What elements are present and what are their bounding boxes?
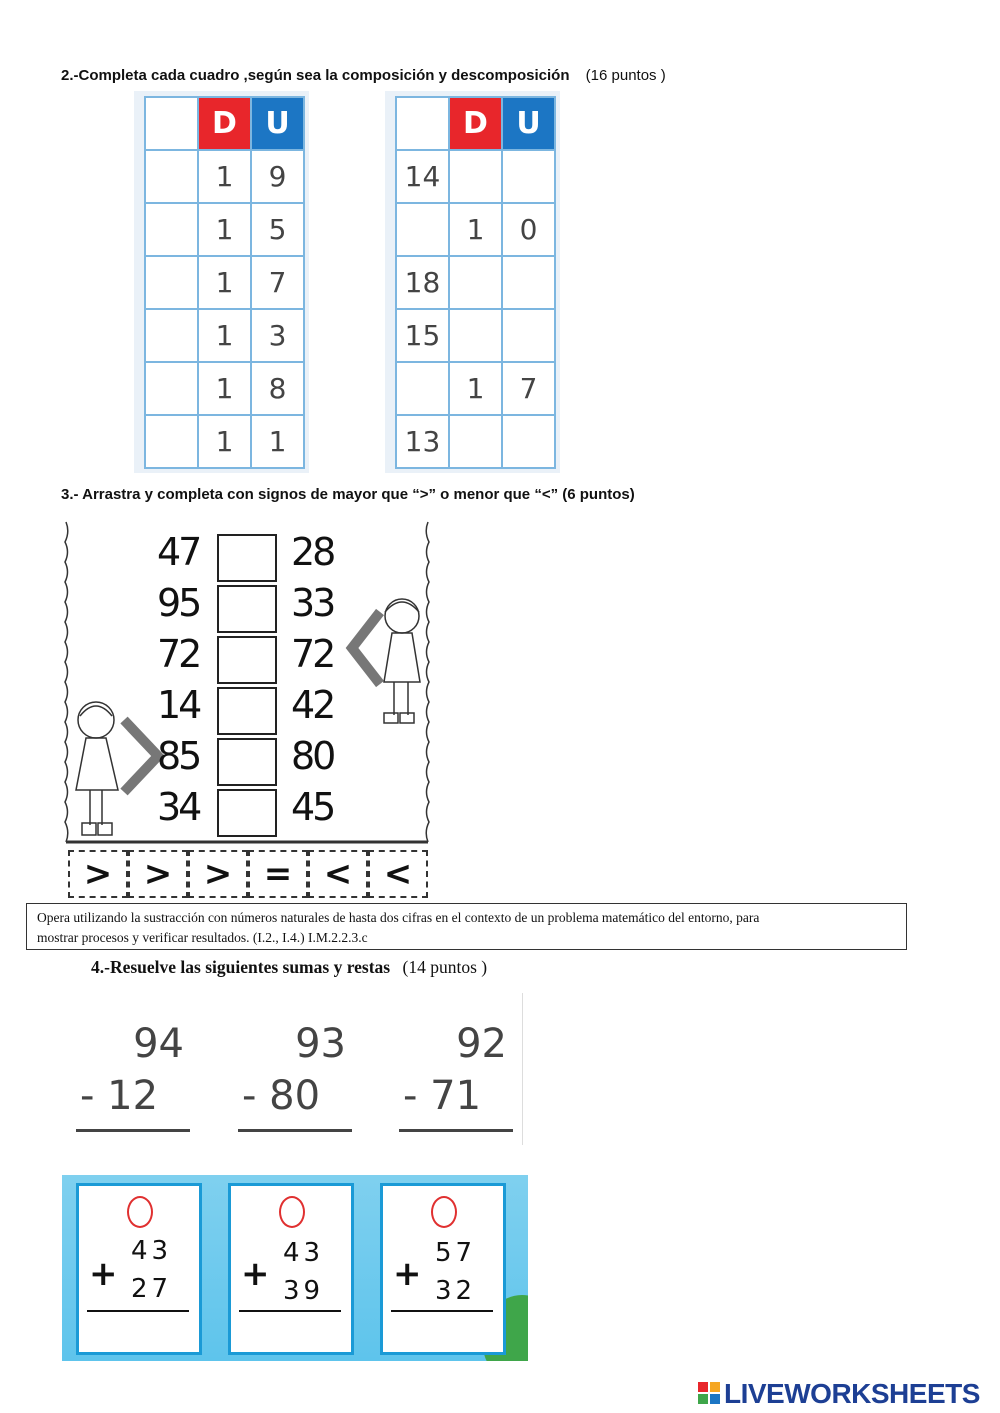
- skill-line-2: mostrar procesos y verificar resultados. (I.2., I.4.) I.M.2.2.3.c: [37, 930, 368, 945]
- comparison-panel: [62, 520, 432, 898]
- du-table-left: [144, 96, 305, 469]
- table-row: [396, 415, 555, 468]
- tens-cell: 1: [449, 362, 502, 415]
- left-number: 14: [157, 683, 200, 727]
- addend-top: 43: [131, 1236, 173, 1266]
- number-cell: 15: [396, 309, 449, 362]
- tens-cell: 1: [198, 203, 251, 256]
- drop-target-box[interactable]: [217, 636, 277, 684]
- liveworksheets-logo[interactable]: LIVEWORKSHEETS: [724, 1378, 980, 1409]
- units-cell: 9: [251, 150, 304, 203]
- table-row: [145, 415, 304, 468]
- number-answer-cell[interactable]: [145, 256, 198, 309]
- carry-circle[interactable]: [279, 1196, 305, 1228]
- plus-sign: +: [393, 1254, 422, 1294]
- addition-card: [380, 1183, 506, 1355]
- subtrahend: - 80: [242, 1073, 321, 1119]
- symbol-strip: [68, 850, 430, 896]
- subtrahend: - 12: [80, 1073, 159, 1119]
- units-cell: 1: [251, 415, 304, 468]
- right-number: 28: [291, 530, 334, 574]
- addition-card: [228, 1183, 354, 1355]
- right-number: 80: [291, 734, 334, 778]
- addend-top: 43: [283, 1238, 325, 1268]
- addition-panel: [62, 1175, 528, 1361]
- units-cell: 7: [502, 362, 555, 415]
- draggable-symbol[interactable]: <: [368, 850, 428, 898]
- table-row: [145, 309, 304, 362]
- tens-cell: 1: [449, 203, 502, 256]
- minuend: 93: [295, 1021, 346, 1067]
- right-number: 45: [291, 785, 334, 829]
- units-answer-cell[interactable]: [502, 150, 555, 203]
- du-table-right-container: [385, 91, 560, 473]
- question-2-title: 2.-Completa cada cuadro ,según sea la composición y descomposición: [61, 67, 570, 84]
- tens-cell: 1: [198, 150, 251, 203]
- right-number: 33: [291, 581, 334, 625]
- comparison-row: [157, 785, 407, 835]
- panel-divider: [522, 993, 523, 1145]
- result-line[interactable]: [238, 1129, 352, 1132]
- du-header-d: D: [449, 97, 502, 150]
- comparison-row: [157, 581, 407, 631]
- tens-cell: 1: [198, 309, 251, 362]
- table-row: [396, 256, 555, 309]
- units-cell: 3: [251, 309, 304, 362]
- number-answer-cell[interactable]: [145, 150, 198, 203]
- number-answer-cell[interactable]: [145, 415, 198, 468]
- units-cell: 5: [251, 203, 304, 256]
- comparison-row: [157, 734, 407, 784]
- result-line[interactable]: [391, 1310, 493, 1312]
- number-answer-cell[interactable]: [396, 362, 449, 415]
- table-row: [145, 362, 304, 415]
- question-2-heading: [61, 67, 666, 84]
- du-header-u: U: [251, 97, 304, 150]
- draggable-symbol[interactable]: >: [68, 850, 128, 898]
- draggable-symbol[interactable]: >: [188, 850, 248, 898]
- girl-illustration-left: [76, 702, 158, 835]
- addend-bottom: 32: [435, 1276, 477, 1306]
- liveworksheets-logo-icon: [698, 1382, 720, 1404]
- drop-target-box[interactable]: [217, 585, 277, 633]
- units-cell: 7: [251, 256, 304, 309]
- question-4-points: (14 puntos ): [402, 957, 488, 977]
- tens-cell: 1: [198, 256, 251, 309]
- du-header-d: D: [198, 97, 251, 150]
- comparison-row: [157, 530, 407, 580]
- minuend: 94: [133, 1021, 184, 1067]
- addend-bottom: 39: [283, 1276, 325, 1306]
- result-line[interactable]: [399, 1129, 513, 1132]
- units-answer-cell[interactable]: [502, 256, 555, 309]
- number-answer-cell[interactable]: [145, 203, 198, 256]
- addend-top: 57: [435, 1238, 477, 1268]
- tens-answer-cell[interactable]: [449, 415, 502, 468]
- du-header-u: U: [502, 97, 555, 150]
- comparison-row: [157, 683, 407, 733]
- skill-statement-box: [26, 903, 907, 950]
- number-cell: 14: [396, 150, 449, 203]
- left-number: 72: [157, 632, 200, 676]
- drop-target-box[interactable]: [217, 789, 277, 837]
- draggable-symbol[interactable]: >: [128, 850, 188, 898]
- addend-bottom: 27: [131, 1274, 173, 1304]
- question-4-title: 4.-Resuelve las siguientes sumas y restas: [91, 957, 391, 977]
- addition-card: [76, 1183, 202, 1355]
- left-number: 47: [157, 530, 200, 574]
- table-row: [145, 150, 304, 203]
- question-3-title: 3.- Arrastra y completa con signos de mayor que “>” o menor que “<” (6 puntos): [61, 486, 635, 503]
- du-header-blank: [145, 97, 198, 150]
- question-4-heading: [91, 957, 487, 978]
- draggable-symbol[interactable]: <: [308, 850, 368, 898]
- du-table-right: [395, 96, 556, 469]
- number-answer-cell[interactable]: [145, 362, 198, 415]
- carry-circle[interactable]: [431, 1196, 457, 1228]
- du-table-left-container: [134, 91, 309, 473]
- table-row: [145, 256, 304, 309]
- subtrahend: - 71: [403, 1073, 482, 1119]
- draggable-symbol[interactable]: =: [248, 850, 308, 898]
- drop-target-box[interactable]: [217, 738, 277, 786]
- tens-answer-cell[interactable]: [449, 309, 502, 362]
- plus-sign: +: [89, 1254, 118, 1294]
- table-row: [396, 203, 555, 256]
- tens-cell: 1: [198, 362, 251, 415]
- minuend: 92: [456, 1021, 507, 1067]
- table-row: [396, 309, 555, 362]
- number-answer-cell[interactable]: [145, 309, 198, 362]
- units-cell: 8: [251, 362, 304, 415]
- units-answer-cell[interactable]: [502, 415, 555, 468]
- result-line[interactable]: [239, 1310, 341, 1312]
- drop-target-box[interactable]: [217, 687, 277, 735]
- number-answer-cell[interactable]: [396, 203, 449, 256]
- du-header-row: [396, 97, 555, 150]
- drop-target-box[interactable]: [217, 534, 277, 582]
- left-number: 34: [157, 785, 200, 829]
- comparison-row: [157, 632, 407, 682]
- plus-sign: +: [241, 1254, 270, 1294]
- left-number: 85: [157, 734, 200, 778]
- units-cell: 0: [502, 203, 555, 256]
- table-row: [396, 150, 555, 203]
- result-line[interactable]: [76, 1129, 190, 1132]
- question-2-points: (16 puntos ): [585, 67, 666, 84]
- tens-answer-cell[interactable]: [449, 256, 502, 309]
- du-header-blank: [396, 97, 449, 150]
- subtraction-panel: [60, 993, 524, 1145]
- number-cell: 18: [396, 256, 449, 309]
- result-line[interactable]: [87, 1310, 189, 1312]
- tens-answer-cell[interactable]: [449, 150, 502, 203]
- right-number: 72: [291, 632, 334, 676]
- skill-line-1: Opera utilizando la sustracción con números naturales de hasta dos cifras en el contexto de un problema matemático del entorno, para: [37, 910, 760, 925]
- tens-cell: 1: [198, 415, 251, 468]
- carry-circle[interactable]: [127, 1196, 153, 1228]
- du-header-row: [145, 97, 304, 150]
- units-answer-cell[interactable]: [502, 309, 555, 362]
- left-number: 95: [157, 581, 200, 625]
- table-row: [396, 362, 555, 415]
- table-row: [145, 203, 304, 256]
- right-number: 42: [291, 683, 334, 727]
- number-cell: 13: [396, 415, 449, 468]
